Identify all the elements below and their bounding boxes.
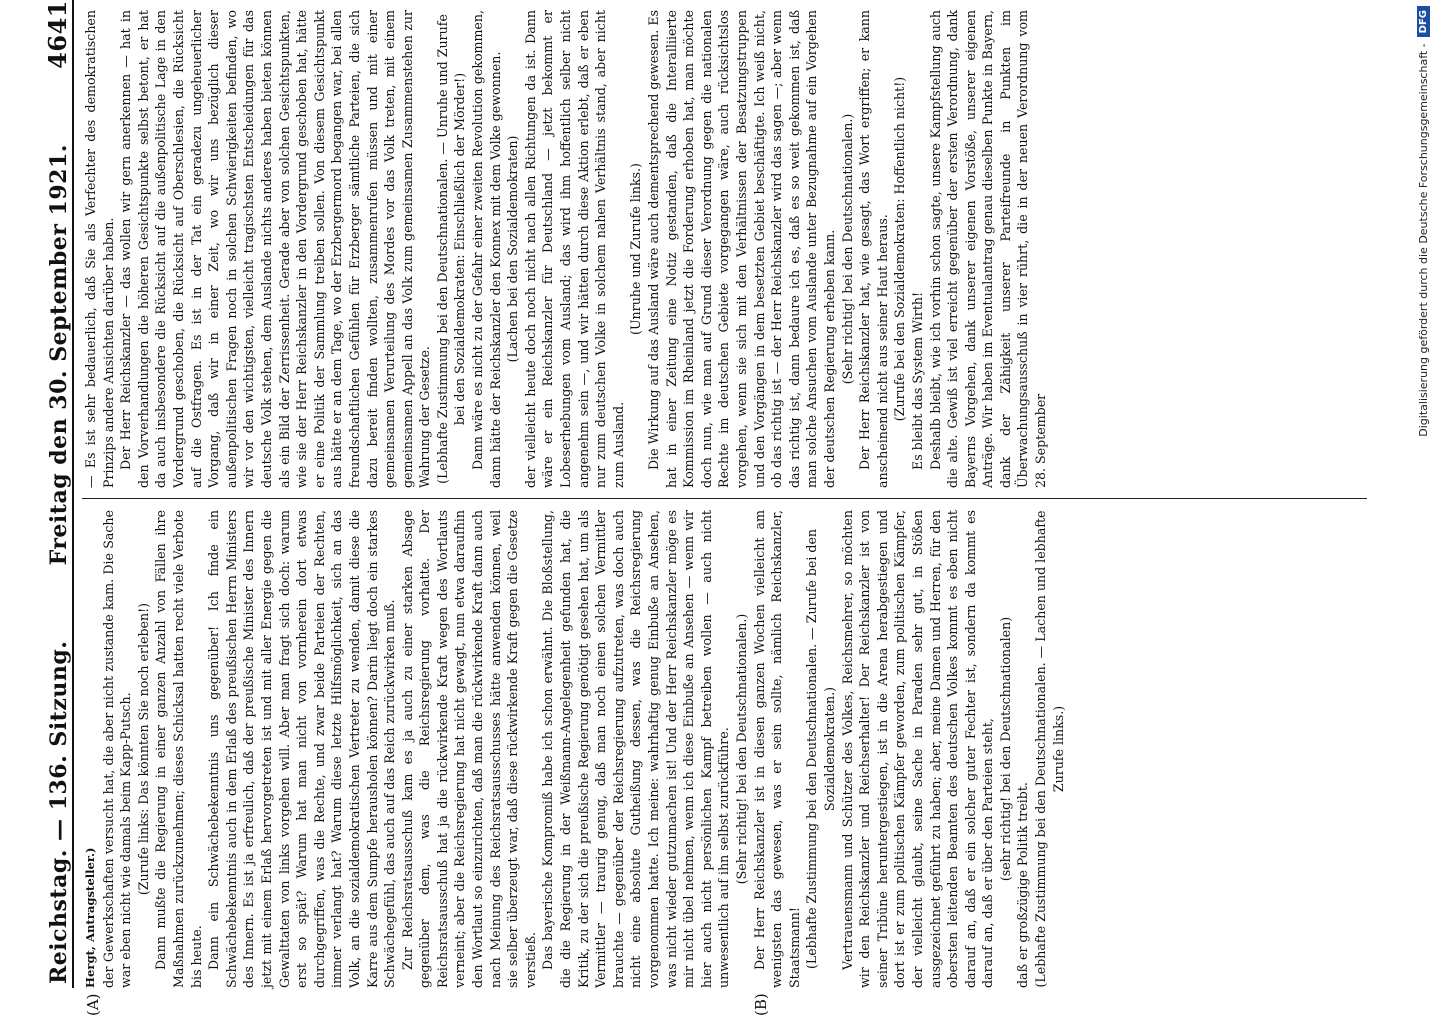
interjection: (Sehr richtig! bei den Deutschnationalen.) (733, 613, 749, 885)
page-number: 4641 (43, 0, 72, 69)
paragraph: daß er großzügige Politik treibt. (1015, 782, 1031, 988)
interjection: (Lebhafte Zustimmung bei den Deutschnationalen. — Unruhe und Zurufe bei den Sozialdemokraten: Einschließlich der Mörder!) (434, 14, 468, 484)
paragraph: Es bleibt das System Wirth! (909, 291, 925, 470)
digitization-credit (1412, 6, 1434, 1000)
paragraph: Dann mußte die Regierung in einer ganzen Anzahl von Fällen ihre Maßnahmen zurückzunehmen; dieses Schicksal hatten recht viele Verbote bis heute. (153, 510, 204, 988)
header-date: Freitag den 30. September 1921. (46, 144, 72, 566)
paragraph: Zur Reichsratsausschuß kam es ja auch zu einer starken Absage gegenüber dem, was die Reichsregierung vorhatte. Der Reichsratsausschuß hat ja die rückwirkende Kraft wegen des Wortlauts verneint; aber die Reichsregierung hat nicht gewagt, nun etwa daraufhin den Wortlaut so einzurichten, daß man die rückwirkende Kraft dann auch nach Meinung des Reichsratsausschusses hätte anwenden können, weil sie selber überzeugt war, daß diese rückwirkende Kraft gegen die Gesetze verstieß. (399, 510, 538, 988)
running-head (32, 0, 74, 988)
interjection: (Lebhafte Zustimmung bei den Deutschnationalen. — Lachen und lebhafte Zurufe links.) (1033, 510, 1066, 988)
paragraph: — Es ist sehr bedauerlich, daß Sie als Verfechter des demokratischen Prinzips andere Ansichten darüber haben. (83, 10, 116, 488)
paragraph: Der Herr Reichskanzler ist in diesen ganzen Wochen vielleicht am wenigsten das gewesen, was er sein sollte, nämlich Reichskanzler, Staatsmann! (751, 510, 802, 988)
paragraph: Dann ein Schwächebekenntnis uns gegenüber! Ich finde ein Schwächebekenntnis auch in dem Erlaß des preußischen Herrn Ministers des Innern. Es ist ja erfreulich, daß der preußische Minister des Innern jetzt mit einem Erlaß hervorgetreten ist und mit aller Energie gegen die Gewalttaten von links vorgehen will. Aber man fragt sich doch: warum erst so spät? Warum hat man nicht von vornherein dort etwas durchgegriffen, was die Rechte, und zwar beide Parteien der Rechten, immer verlangt hat? Warum diese letzte Hilfsmöglichkeit, sich an das Volk, an die sozialdemokratischen Vertreter zu wenden, damit diese die Karre aus dem Sumpfe herausholen können? Darin liegt doch ein starkes Schwächegefühl, das auch auf das Reich zurückwirken muß. (206, 510, 398, 988)
paragraph: der Gewerkschaften versucht hat, die aber nicht zustande kam. Die Sache war eben nicht wie damals beim Kapp-Putsch. (100, 510, 134, 988)
paragraph: Die Wirkung auf das Ausland wäre auch dementsprechend gewesen. Es hat in einer Zeitung eine Notiz gestanden, daß die Interalliierte Kommission im Rheinland jetzt die Forderung erhoben hat, man möchte doch nun, wie man auf Grund dieser Verordnung gegen die nationalen Rechte im deutschen Gebiete vorgegangen wäre, auch rücksichtslos vorgehen, wenn sie sich mit den Verhältnissen der Besatzungstruppen und den Vorgängen in dem besetzten Gebiet beschäftigte. Ich weiß nicht, ob das richtig ist — der Herr Reichskanzler wird das sagen —; aber wenn das richtig ist, dann bedaure ich es, daß es so weit gekommen ist, daß man solche Ansuchen vom Auslande unter Bezugnahme auf ein Vorgehen der deutschen Regierung erheben kann. (646, 10, 837, 488)
paragraph: Deshalb bleibt, wie ich vorhin schon sagte, unsere Kampfstellung auch die alte. Gewiß ist viel erreicht gegenüber der ersten Verordnung, dank Bayerns Vorgehen, dank unserer eigenen Vorstöße, unserer eigenen Anträge. Wir haben im Eventualantrag genau dieselben Punkte in Bayern, dank der Zähigkeit unserer Parteifreunde in Punkten im Überwachungsausschuß in vier rührt, die in der neuen Verordnung vom 28. September (927, 10, 1049, 488)
dfg-logo: DFG (1417, 6, 1430, 37)
header-session: Reichstag. — 136. Sitzung. (46, 640, 72, 984)
interjection: (Zurufe bei den Sozialdemokraten: Hoffentlich nicht!) (892, 76, 908, 422)
interjection: (Sehr richtig! bei den Deutschnationalen.) (839, 113, 855, 385)
right-text-column (82, 10, 1367, 488)
digitization-credit-strip (1412, 6, 1434, 1000)
interjection: (Lachen bei den Sozialdemokraten) (505, 135, 521, 363)
paragraph: der vielleicht heute doch noch nicht nach allen Richtungen da ist. Dann wäre er ein Reichskanzler für Deutschland — jetzt bekommt er Lobeserhebungen vom Ausland; das wird ihm hoffentlich selber nicht angenehm sein —, und wir hätten durch diese Aktion erlebt, daß er eben nur zum deutschen Volke in solchem nahen Verhältnis stand, aber nicht zum Ausland. (522, 10, 626, 488)
credit-text: Digitalisierung gefördert durch die Deutsche Forschungsgemeinschaft - (1416, 43, 1430, 437)
column-divider (82, 498, 1367, 499)
margin-mark-b: (B) (752, 993, 770, 1016)
interjection: (Zurufe links: Das könnten Sie noch erleben!) (135, 602, 151, 896)
paragraph: Der Herr Reichskanzler — das wollen wir gern anerkennen — hat in den Vorverhandlungen die höheren Gesichtspunkte selbst betont, er hat da auch insbesondere die Rücksicht auf die außenpolitische Lage in den Vordergrund geschoben, die Rücksicht auf Oberschlesien, die Rücksicht auf die Ostfragen. Es ist in der Tat ein geradezu ungeheuerlicher Vorgang, daß wir in einer Zeit, wo wir uns bezüglich dieser außenpolitischen Fragen noch in solchen Schwierigkeiten befinden, wo wir vor den wichtigsten, vielleicht tragischsten Entscheidungen für das deutsche Volk stehen, dem Auslande nichts anderes haben bieten können als ein Bild der Zerrissenheit. Gerade aber von solchen Gesichtspunkten, wie sie der Herr Reichskanzler in den Vordergrund geschoben hat, hätte er eine Politik der Sammlung treiben sollen. Von diesem Gesichtspunkt aus hätte er an dem Tage, wo der Erzbergermord begangen war, bei allen freundschaftlichen Gefühlen für Erzberger sämtliche Parteien, die sich dazu bereit finden wollten, zusammenrufen müssen und mit einer gemeinsamen Verurteilung des Mordes vor das Volk treten, mit einem gemeinsamen Appell an das Volk zum gemeinsamen Zusammenstehen zur Wahrung der Gesetze. (118, 10, 433, 488)
paragraph: Dann wäre es nicht zu der Gefahr einer zweiten Revolution gekommen, dann hätte der Reichskanzler den Konnex mit dem Volke gewonnen. (470, 10, 503, 488)
paragraph: Das bayerische Kompromiß habe ich schon erwähnt. Die Bloßstellung, die die Regierung in der Weißmann-Angelegenheit gefunden hat, die Kritik, zu der sich die preußische Regierung genötigt gesehen hat, um als Vermittler — traurig genug, daß man noch einen solchen Vermittler brauchte — gegenüber der Reichsregierung aufzutreten, was doch auch nicht eine absolute Gutheißung dessen, was die Reichsregierung vorgenommen hatte. Ich meine: wahrhaftig genug Einbuße an Ansehen, was nicht wieder gutzumachen ist! Und der Herr Reichskanzler möge es mir nicht übel nehmen, wenn ich diese Einbuße an Ansehen — wenn wir hier auch nicht persönlichen Kampf betreiben wollen — auch nicht unwesentlich auf ihn selbst zurückführe. (540, 510, 732, 988)
paragraph: Vertrauensmann und Schützer des Volkes, Reichsmehrer, so möchten wir den Reichskanzler und Reichserhalter! Der Reichskanzler ist von seiner Tribüne heruntergestiegen, ist in die Arena herabgestiegen und dort ist er zum politischen Kämpfer geworden, zum politischen Kämpfer, der vielleicht glaubt, seine Sache in Paraden sehr gut, in Stößen ausgezeichnet geführt zu haben; aber, meine Damen und Herren, für den obersten leitenden Beamten des deutschen Volkes kommt es eben nicht darauf an, daß er ein solcher guter Fechter ist, sondern da kommt es darauf an, daß er über den Parteien steht, (839, 510, 996, 988)
rotated-document-page (32, 0, 1372, 1016)
interjection: (Unruhe und Zurufe links.) (628, 163, 644, 335)
margin-mark-a: (A) (84, 993, 102, 1016)
speaker-label: Hergt, Antragsteller.) (83, 847, 97, 988)
interjection: (Lebhafte Zustimmung bei den Deutschnationalen. — Zurufe bei den Sozialdemokraten.) (804, 528, 837, 970)
left-text-column (82, 510, 1367, 988)
interjection: (sehr richtig! bei den Deutschnationalen) (997, 616, 1013, 882)
paragraph: Der Herr Reichskanzler hat, wie gesagt, das Wort ergriffen; er kann anscheinend nicht aus seiner Haut heraus. (857, 10, 890, 488)
